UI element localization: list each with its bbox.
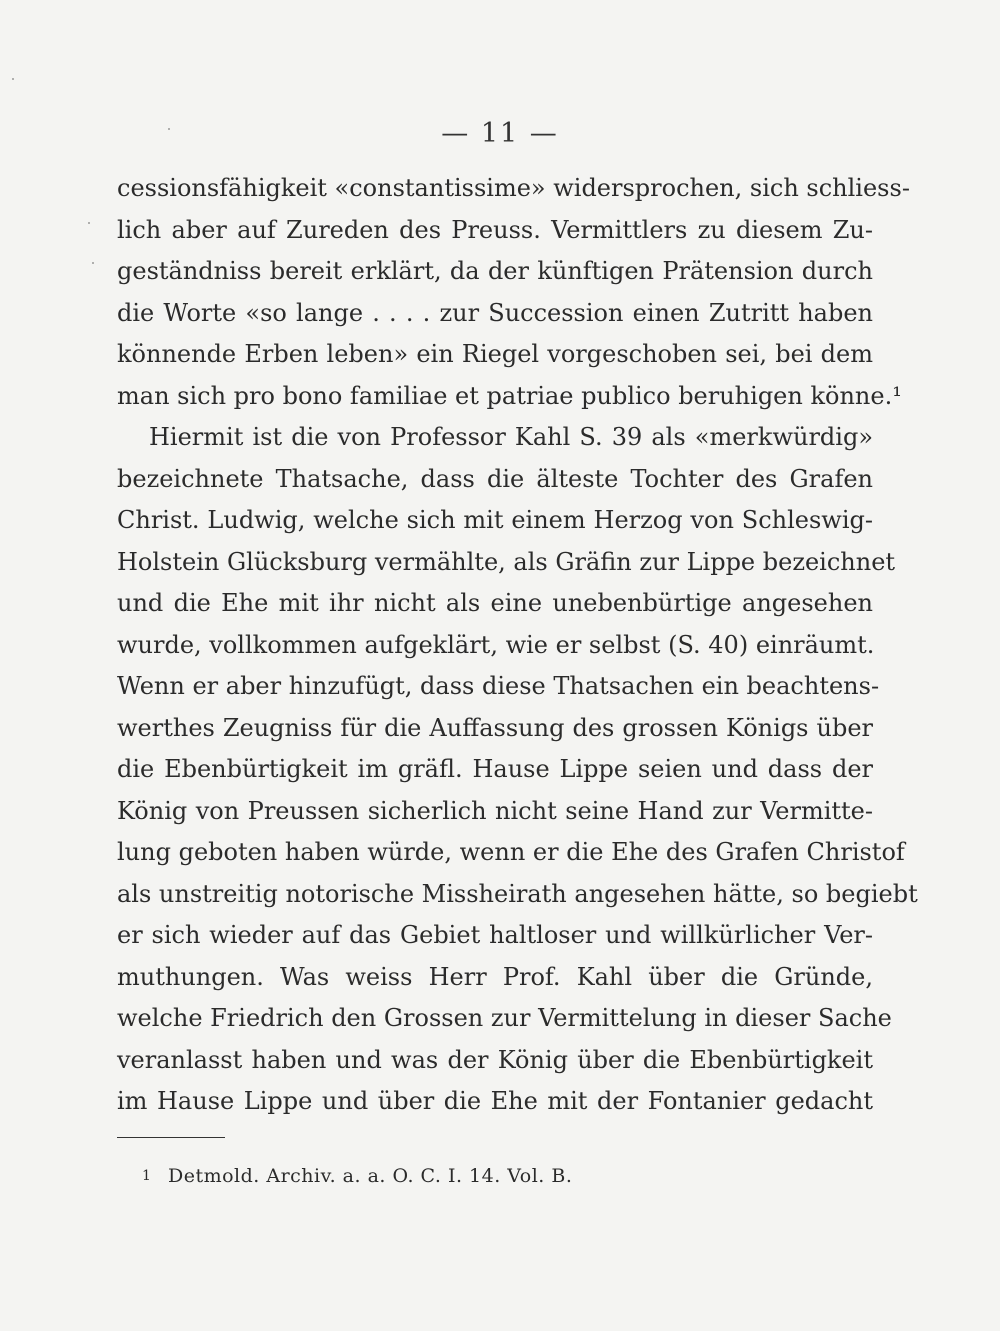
text-line: als unstreitig notorische Missheirath angesehen hätte, so begiebt bbox=[117, 879, 918, 908]
paper-speck bbox=[92, 262, 94, 264]
text-line: werthes Zeugniss für die Auffassung des grossen Königs über bbox=[117, 713, 873, 742]
text-line: bezeichnete Thatsache, dass die älteste Tochter des Grafen bbox=[117, 464, 873, 493]
footnote-divider bbox=[117, 1137, 225, 1138]
footnote-marker: 1 bbox=[142, 1168, 152, 1184]
paper-speck bbox=[88, 222, 90, 224]
text-line: wurde, vollkommen aufgeklärt, wie er selbst (S. 40) einräumt. bbox=[117, 630, 875, 659]
text-line: welche Friedrich den Grossen zur Vermittelung in dieser Sache bbox=[117, 1004, 892, 1032]
text-line: Christ. Ludwig, welche sich mit einem Herzog von Schleswig- bbox=[117, 506, 873, 534]
text-line: könnende Erben leben» ein Riegel vorgeschoben sei, bei dem bbox=[117, 340, 873, 368]
text-line: man sich pro bono familiae et patriae publico beruhigen könne.¹ bbox=[117, 381, 902, 410]
body-text bbox=[117, 168, 918, 1123]
text-line: und die Ehe mit ihr nicht als eine unebenbürtige angesehen bbox=[117, 589, 873, 617]
text-line: König von Preussen sicherlich nicht seine Hand zur Vermitte- bbox=[117, 796, 873, 825]
page-number: — 11 — bbox=[441, 118, 559, 149]
paper-speck bbox=[168, 128, 170, 130]
text-line: muthungen. Was weiss Herr Prof. Kahl über die Gründe, bbox=[117, 962, 873, 991]
text-line: lich aber auf Zureden des Preuss. Vermittlers zu diesem Zu- bbox=[117, 215, 873, 244]
text-line: lung geboten haben würde, wenn er die Ehe des Grafen Christof bbox=[117, 838, 905, 866]
footnote-text: Detmold. Archiv. a. a. O. C. I. 14. Vol. B. bbox=[167, 1165, 573, 1187]
text-line: im Hause Lippe und über die Ehe mit der Fontanier gedacht bbox=[117, 1087, 873, 1115]
paper-speck bbox=[12, 78, 14, 80]
text-line: er sich wieder auf das Gebiet haltloser und willkürlicher Ver- bbox=[117, 921, 873, 949]
text-line: die Worte «so lange . . . . zur Succession einen Zutritt haben bbox=[117, 298, 873, 327]
text-line: Wenn er aber hinzufügt, dass diese Thatsachen ein beachtens- bbox=[117, 672, 880, 700]
text-line: veranlasst haben und was der König über die Ebenbürtigkeit bbox=[117, 1045, 873, 1074]
text-line: geständniss bereit erklärt, da der künftigen Prätension durch bbox=[117, 257, 873, 285]
text-line: cessionsfähigkeit «constantissime» widersprochen, sich schliess- bbox=[117, 174, 910, 202]
text-line: die Ebenbürtigkeit im gräfl. Hause Lippe seien und dass der bbox=[117, 755, 873, 783]
text-line: Hiermit ist die von Professor Kahl S. 39 als «merkwürdig» bbox=[149, 423, 873, 451]
footnote bbox=[142, 1165, 572, 1187]
text-line: Holstein Glücksburg vermählte, als Gräfin zur Lippe bezeichnet bbox=[117, 547, 896, 576]
